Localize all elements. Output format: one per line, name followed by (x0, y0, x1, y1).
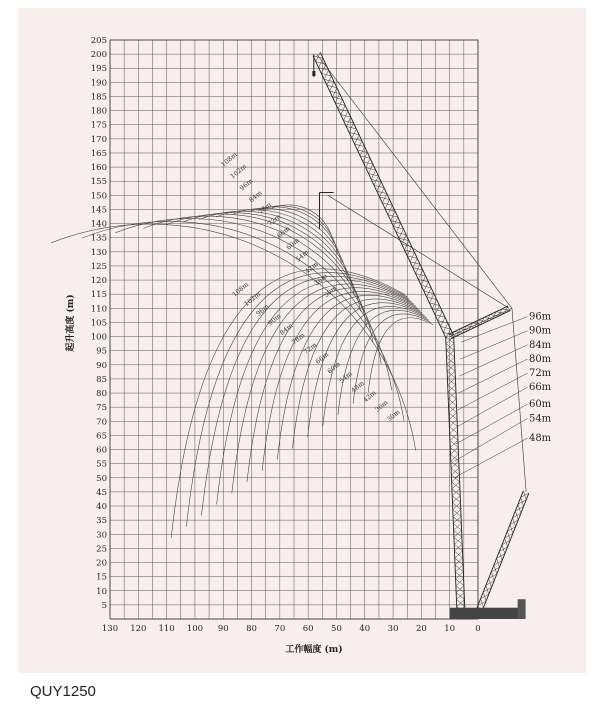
crane-drawing (312, 52, 529, 619)
y-axis-label: 起升高度 (m) (66, 294, 76, 352)
x-tick-label: 50 (331, 624, 342, 634)
y-tick-label: 95 (96, 346, 107, 357)
boom-length-label: 84m (528, 339, 552, 351)
boom-lacing (449, 413, 457, 420)
boom-lacing (454, 537, 462, 544)
boom-lacing (455, 551, 463, 558)
jib-length-label-lower: 60m (325, 359, 343, 376)
guy-rope (512, 308, 526, 492)
chart-panel (18, 8, 586, 673)
boom-lacing (374, 176, 378, 185)
jib-length-label-upper: 60m (284, 236, 301, 252)
y-tick-label: 115 (90, 290, 107, 301)
jib-length-label-upper: 54m (294, 248, 311, 264)
y-tick-label: 145 (90, 205, 107, 216)
boom-lacing (344, 111, 348, 120)
jib-length-label-lower: 36m (373, 398, 390, 414)
jib-length-label-upper: 78m (256, 200, 273, 217)
boom-lacing (407, 247, 411, 256)
y-tick-label: 10 (96, 586, 107, 597)
jib-length-label-lower: 72m (302, 340, 319, 357)
boom-length-label: 48m (528, 433, 552, 445)
jib-length-label-lower: 78m (290, 331, 307, 347)
y-tick-label: 55 (96, 459, 107, 470)
y-tick-label: 100 (90, 332, 107, 343)
x-tick-label: 90 (217, 624, 229, 634)
boom-lacing (450, 440, 458, 447)
hook-block (312, 71, 315, 76)
boom-lacing (385, 200, 389, 209)
x-tick-label: 60 (302, 624, 314, 634)
boom-lacing (371, 170, 375, 179)
boom-lacing (451, 447, 459, 454)
jib-length-label-upper: 84m (247, 188, 264, 205)
y-tick-label: 175 (90, 120, 107, 131)
boom-lacing (324, 70, 328, 79)
x-axis-ticks (102, 624, 481, 634)
boom-lacing (452, 489, 460, 496)
boom-lacing (447, 350, 455, 357)
boom-lacing (454, 530, 462, 537)
jib-length-label-upper: 96m (238, 176, 255, 193)
boom-lacing (449, 406, 457, 413)
y-tick-label: 130 (90, 247, 107, 258)
boom-lacing (335, 94, 339, 103)
y-tick-label: 60 (96, 445, 107, 456)
y-tick-label: 170 (90, 134, 107, 145)
jib-length-label-lower: 42m (361, 388, 378, 405)
x-tick-label: 40 (359, 624, 371, 634)
jib-length-label-lower: 102m (242, 290, 262, 309)
boom-lacing (352, 129, 356, 138)
boom-lacing (349, 123, 353, 132)
y-tick-label: 5 (101, 600, 107, 611)
crane-range-chart (18, 8, 586, 673)
grid (110, 40, 478, 619)
boom-lacing (427, 288, 431, 297)
boom-lacing (446, 343, 454, 350)
jib-length-label-upper: 66m (275, 224, 292, 240)
x-axis-label: 工作幅度 (m) (285, 645, 343, 655)
jib-length-label-lower: 96m (254, 302, 271, 318)
y-tick-label: 155 (90, 177, 107, 188)
jib-arc-lower (368, 318, 433, 393)
boom-length-pointer (459, 345, 527, 376)
y-tick-label: 205 (90, 36, 107, 46)
jib-arc-upper (182, 213, 366, 327)
boom-lacing (456, 592, 464, 599)
x-tick-label: 80 (246, 624, 257, 634)
boom-lacing (454, 544, 462, 551)
model-caption: QUY1250 (30, 683, 96, 700)
y-tick-label: 165 (90, 148, 107, 159)
boom-lacing (447, 357, 455, 364)
boom-lacing (456, 586, 464, 593)
boom-lacing (449, 419, 457, 426)
boom-lacing (451, 461, 459, 468)
y-tick-label: 80 (96, 389, 107, 400)
jib-length-label-lower: 84m (278, 321, 295, 337)
boom-lacing (330, 82, 334, 91)
x-tick-label: 120 (130, 624, 147, 634)
jib-length-label-lower: 66m (313, 350, 331, 366)
boom-lacing (341, 105, 345, 114)
boom-lacing (380, 188, 384, 197)
boom-lacing (396, 223, 400, 232)
boom-lacing (452, 482, 460, 489)
y-tick-label: 195 (90, 64, 107, 75)
x-tick-label: 100 (186, 624, 204, 634)
boom-lacing (447, 371, 455, 378)
jib-arc-lower (171, 269, 405, 538)
boom-lacing (451, 454, 459, 461)
y-tick-label: 40 (96, 502, 107, 513)
jib-length-label-lower: 108m (230, 280, 251, 299)
boom-length-label: 80m (528, 353, 552, 365)
boom-lacing (357, 141, 361, 150)
boom-lacing (450, 433, 458, 440)
boom-lacing (456, 579, 464, 586)
y-tick-label: 125 (90, 261, 107, 272)
y-tick-label: 190 (90, 78, 107, 89)
boom-lacing (432, 300, 436, 309)
x-tick-label: 10 (444, 624, 456, 634)
boom-length-label: 90m (528, 325, 552, 337)
jib-arcs (51, 148, 433, 541)
boom-lacing (393, 217, 397, 226)
jib-arc-upper (261, 206, 338, 254)
y-tick-label: 50 (96, 473, 107, 484)
boom-lacing (413, 258, 417, 267)
y-tick-label: 45 (96, 487, 107, 498)
boom-lacing (455, 565, 463, 572)
boom-lacing (453, 509, 461, 516)
boom-lacing (450, 426, 458, 433)
y-tick-label: 140 (90, 219, 107, 230)
y-tick-label: 90 (96, 360, 107, 371)
boom-lacing (441, 317, 445, 326)
boom-lacing (327, 76, 331, 85)
boom-length-label: 96m (528, 311, 552, 323)
boom-chord (481, 493, 529, 614)
boom-lacing (346, 117, 350, 126)
boom-length-pointer (458, 373, 528, 410)
y-tick-label: 75 (96, 403, 107, 414)
boom-lacing (424, 282, 428, 291)
boom-length-label: 72m (528, 368, 552, 380)
jib-length-label-lower: 90m (266, 311, 283, 328)
x-tick-label: 110 (158, 624, 175, 634)
y-tick-label: 25 (96, 544, 107, 555)
boom-lacing (363, 152, 367, 161)
crawler-base (450, 608, 524, 619)
boom-lacing (456, 572, 464, 579)
boom-lacing (451, 468, 459, 475)
y-tick-label: 35 (96, 516, 107, 527)
jib-arc-lower (201, 276, 409, 515)
x-tick-label: 0 (475, 624, 481, 634)
boom-lacing (399, 229, 403, 238)
jib-length-label-lower: 30m (385, 407, 402, 424)
jib-arc-lower (217, 280, 412, 504)
boom-lacing (438, 311, 442, 320)
y-tick-label: 180 (90, 106, 107, 117)
boom-lacing (368, 164, 372, 173)
y-tick-label: 150 (90, 191, 107, 202)
jib-arc-lower (186, 273, 407, 527)
boom-lacing (366, 158, 370, 167)
boom-length-label: 66m (528, 382, 552, 394)
jib-length-label-upper: 102m (228, 162, 249, 181)
counterweight (518, 599, 526, 619)
boom-length-label: 60m (528, 399, 552, 411)
y-tick-label: 110 (90, 304, 107, 315)
jib-length-label-lower: 54m (337, 369, 354, 385)
jib-length-label-upper: 108m (219, 150, 239, 169)
y-tick-label: 200 (90, 50, 107, 61)
y-tick-label: 185 (90, 92, 107, 103)
boom-lacing (418, 270, 422, 279)
boom-lacing (382, 194, 386, 203)
boom-lacing (355, 135, 359, 144)
x-tick-label: 70 (274, 624, 286, 634)
y-tick-label: 120 (90, 276, 107, 287)
y-tick-label: 65 (96, 431, 107, 442)
boom-length-pointer (455, 418, 527, 461)
boom-lacing (448, 385, 456, 392)
boom-lacing (455, 558, 463, 565)
y-tick-label: 20 (96, 558, 107, 569)
jib-length-label-upper: 36m (312, 271, 329, 288)
jib-length-label-upper: 72m (266, 212, 283, 228)
boom-length-label: 54m (528, 413, 552, 425)
jib-length-label-lower: 48m (349, 379, 366, 395)
y-tick-label: 15 (96, 572, 107, 583)
boom-lacing (452, 496, 460, 503)
y-tick-label: 30 (96, 530, 107, 541)
boom-lacing (360, 147, 364, 156)
boom-lacing (443, 323, 447, 332)
y-tick-label: 70 (96, 417, 107, 428)
jib-length-label-upper: 30m (322, 283, 339, 300)
boom-length-pointer (454, 438, 527, 478)
x-tick-label: 130 (101, 624, 119, 634)
y-tick-label: 105 (90, 318, 107, 329)
boom-lacing (416, 264, 420, 273)
y-tick-label: 160 (90, 163, 107, 174)
boom-lacing (410, 252, 414, 261)
y-tick-label: 85 (96, 374, 107, 385)
boom-lacing (457, 599, 465, 606)
boom-lacing (447, 364, 455, 371)
x-tick-label: 20 (415, 624, 427, 634)
boom-lacing (421, 276, 425, 285)
boom-lacing (429, 294, 433, 303)
jib-length-label-upper: 42m (303, 259, 320, 276)
boom-lacing (454, 523, 462, 530)
boom-lacing (338, 99, 342, 108)
boom-lacing (388, 205, 392, 214)
y-axis-ticks (91, 36, 107, 611)
y-tick-label: 135 (90, 233, 107, 244)
boom-length-pointer (460, 331, 527, 359)
boom-lacing (316, 52, 320, 61)
boom-length-pointer (456, 404, 528, 444)
x-tick-label: 30 (387, 624, 399, 634)
